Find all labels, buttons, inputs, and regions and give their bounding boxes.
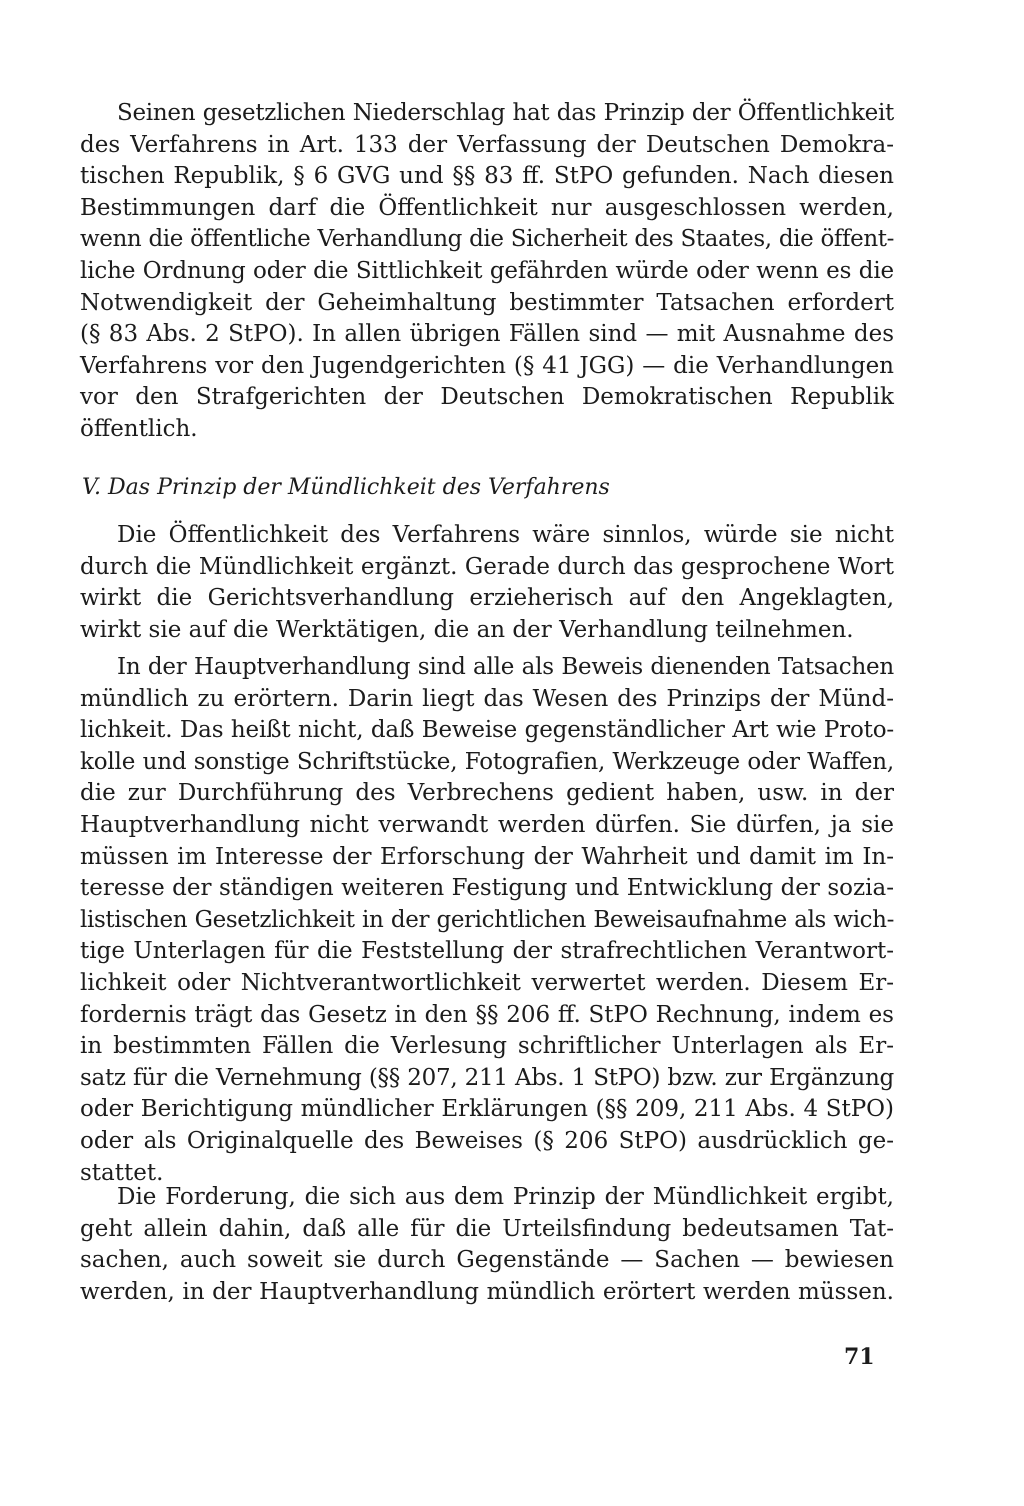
text-line: oder als Originalquelle des Beweises (§ 206 StPO) ausdrücklich ge- (80, 1127, 894, 1154)
text-line: des Verfahrens in Art. 133 der Verfassung der Deutschen Demokra- (80, 131, 894, 158)
paragraph-forderung (80, 1182, 894, 1308)
text-line: Notwendigkeit der Geheimhaltung bestimmter Tatsachen erfordert (80, 289, 894, 316)
text-line: tige Unterlagen für die Feststellung der strafrechtlichen Verantwort- (80, 938, 894, 965)
paragraph-oeffentlichkeit (80, 98, 894, 446)
text-line: wirkt sie auf die Werktätigen, die an der Verhandlung teilnehmen. (80, 616, 854, 643)
text-line: stattet. (80, 1159, 164, 1186)
text-line: satz für die Vernehmung (§§ 207, 211 Abs. 1 StPO) bzw. zur Ergänzung (80, 1064, 894, 1091)
text-line: oder Berichtigung mündlicher Erklärungen (§§ 209, 211 Abs. 4 StPO) (80, 1096, 894, 1123)
text-line: Bestimmungen darf die Öffentlichkeit nur ausgeschlossen werden, (80, 194, 894, 221)
text-line: lichkeit. Das heißt nicht, daß Beweise gegenständlicher Art wie Proto- (80, 717, 894, 744)
text-line: vor den Strafgerichten der Deutschen Demokratischen Republik (80, 384, 894, 411)
text-line: mündlich zu erörtern. Darin liegt das Wesen des Prinzips der Münd- (80, 685, 894, 712)
paragraph-hauptverhandlung (80, 652, 894, 1189)
text-line: liche Ordnung oder die Sittlichkeit gefährden würde oder wenn es die (80, 257, 894, 284)
text-line: Die Öffentlichkeit des Verfahrens wäre sinnlos, würde sie nicht (117, 522, 894, 548)
text-line: lichkeit oder Nichtverantwortlichkeit verwertet werden. Diesem Er- (80, 969, 894, 996)
text-line: tischen Republik, § 6 GVG und §§ 83 ff. StPO gefunden. Nach diesen (80, 163, 894, 190)
paragraph-muendlichkeit-intro (80, 520, 894, 646)
text-line: listischen Gesetzlichkeit in der gerichtlichen Beweisaufnahme als wich- (80, 906, 894, 933)
page-number: 71 (844, 1344, 875, 1370)
text-line: geht allein dahin, daß alle für die Urteilsfindung bedeutsamen Tat- (80, 1215, 894, 1242)
text-line: kolle und sonstige Schriftstücke, Fotografien, Werkzeuge oder Waffen, (80, 748, 894, 775)
text-line: wenn die öffentliche Verhandlung die Sicherheit des Staates, die öffent- (80, 226, 894, 253)
text-line: In der Hauptverhandlung sind alle als Beweis dienenden Tatsachen (117, 654, 894, 680)
text-line: Verfahrens vor den Jugendgerichten (§ 41 JGG) — die Verhandlungen (80, 352, 894, 379)
text-line: durch die Mündlichkeit ergänzt. Gerade durch das gesprochene Wort (80, 553, 894, 580)
text-line: fordernis trägt das Gesetz in den §§ 206 ff. StPO Rechnung, indem es (80, 1001, 894, 1028)
text-line: wirkt die Gerichtsverhandlung erzieherisch auf den Angeklagten, (80, 585, 894, 612)
text-line: in bestimmten Fällen die Verlesung schriftlicher Unterlagen als Er- (80, 1033, 894, 1060)
text-line: müssen im Interesse der Erforschung der Wahrheit und damit im In- (80, 843, 894, 870)
text-line: (§ 83 Abs. 2 StPO). In allen übrigen Fällen sind — mit Ausnahme des (80, 321, 894, 348)
text-line: sachen, auch soweit sie durch Gegenstände — Sachen — bewiesen (80, 1247, 894, 1274)
text-line: werden, in der Hauptverhandlung mündlich erörtert werden müssen. (80, 1278, 894, 1305)
text-line: Hauptverhandlung nicht verwandt werden dürfen. Sie dürfen, ja sie (80, 811, 894, 838)
text-line: Seinen gesetzlichen Niederschlag hat das Prinzip der Öffentlichkeit (117, 100, 894, 126)
text-line: die zur Durchführung des Verbrechens gedient haben, usw. in der (80, 780, 894, 807)
text-line: öffentlich. (80, 415, 198, 442)
text-line: teresse der ständigen weiteren Festigung und Entwicklung der sozia- (80, 875, 894, 902)
section-heading: V. Das Prinzip der Mündlichkeit des Verfahrens (82, 475, 610, 500)
text-line: Die Forderung, die sich aus dem Prinzip der Mündlichkeit ergibt, (117, 1184, 894, 1210)
